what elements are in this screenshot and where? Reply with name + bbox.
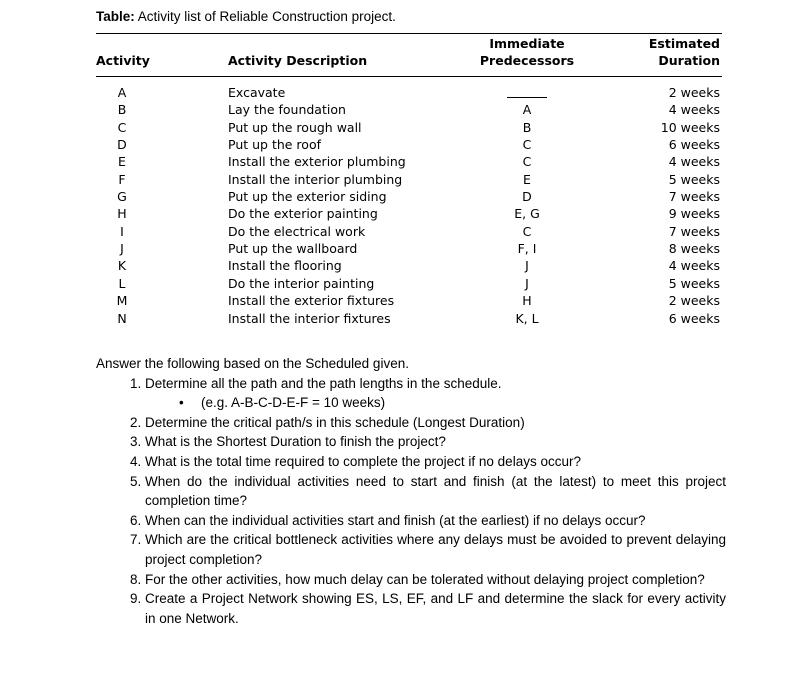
table-caption bbox=[96, 9, 396, 24]
question-6: 6. When can the individual activities start and finish (at the earliest) if no delays occur? bbox=[145, 511, 726, 531]
header-duration bbox=[640, 35, 720, 69]
activity-predecessors: H bbox=[522, 293, 532, 308]
question-8: 8. For the other activities, how much delay can be tolerated without delaying project completion? bbox=[145, 570, 726, 590]
question-1 bbox=[145, 374, 726, 413]
question-1-text: Determine all the path and the path lengths in the schedule. bbox=[145, 375, 502, 391]
activity-predecessors: K, L bbox=[515, 310, 539, 326]
activity-id: D bbox=[117, 137, 127, 152]
activity-predecessors: J bbox=[525, 275, 529, 291]
question-9: 9. Create a Project Network showing ES, LS, EF, and LF and determine the slack for every activity in one Network. bbox=[145, 589, 726, 628]
activity-id: F bbox=[118, 171, 126, 187]
activity-description: Install the interior fixtures bbox=[228, 310, 391, 326]
activity-id: A bbox=[117, 85, 127, 100]
question-7: 7. Which are the critical bottleneck activities where any delays must be avoided to prevent delaying project completion? bbox=[145, 530, 726, 569]
activity-duration: 4 weeks bbox=[668, 154, 720, 169]
activity-duration: 9 weeks bbox=[668, 206, 720, 221]
activity-id: J bbox=[120, 241, 124, 256]
activity-description: Lay the foundation bbox=[228, 102, 346, 117]
activity-duration: 6 weeks bbox=[668, 137, 720, 152]
question-1-example: • (e.g. A-B-C-D-E-F = 10 weeks) bbox=[201, 393, 726, 413]
activity-duration: 8 weeks bbox=[668, 241, 720, 256]
activity-id: B bbox=[117, 102, 127, 117]
question-5: 5. When do the individual activities need to start and finish (at the latest) to meet this project completion time? bbox=[145, 472, 726, 511]
header-duration-line2: Duration bbox=[658, 53, 720, 68]
header-description: Activity Description bbox=[228, 53, 368, 68]
activity-id: I bbox=[120, 223, 124, 239]
activity-description: Put up the wallboard bbox=[228, 241, 358, 256]
activity-description: Put up the exterior siding bbox=[228, 189, 387, 204]
activity-predecessors: C bbox=[522, 137, 532, 152]
activity-duration: 7 weeks bbox=[668, 189, 720, 204]
header-predecessors bbox=[470, 35, 584, 69]
activity-duration: 4 weeks bbox=[668, 102, 720, 117]
header-predecessors-line1: Immediate bbox=[489, 36, 565, 51]
questions-intro: Answer the following based on the Scheduled given. bbox=[96, 356, 409, 371]
activity-id: C bbox=[117, 119, 127, 135]
activity-predecessors: J bbox=[525, 258, 529, 273]
activity-description: Install the exterior plumbing bbox=[228, 154, 406, 169]
activity-predecessors bbox=[480, 84, 574, 101]
table-top-rule bbox=[96, 33, 722, 34]
activity-id: N bbox=[117, 310, 127, 326]
activity-predecessors: F, I bbox=[517, 241, 537, 256]
activity-description: Excavate bbox=[228, 85, 286, 100]
question-1-sublist bbox=[145, 393, 726, 413]
activity-description: Do the electrical work bbox=[228, 223, 366, 239]
caption-label: Table: bbox=[96, 9, 135, 24]
activity-duration: 2 weeks bbox=[668, 85, 720, 100]
activity-predecessors: E, G bbox=[514, 206, 540, 221]
activity-description: Install the exterior fixtures bbox=[228, 293, 395, 308]
activity-predecessors: C bbox=[522, 154, 532, 169]
activity-description: Do the interior painting bbox=[228, 275, 375, 291]
activity-id: H bbox=[117, 206, 127, 221]
table-header-rule bbox=[96, 76, 722, 77]
caption-text: Activity list of Reliable Construction project. bbox=[134, 9, 396, 24]
activity-id: G bbox=[117, 189, 127, 204]
header-duration-line1: Estimated bbox=[648, 36, 720, 51]
activity-duration: 7 weeks bbox=[668, 223, 720, 239]
activity-description: Install the flooring bbox=[228, 258, 342, 273]
question-list bbox=[96, 374, 726, 629]
activity-duration: 5 weeks bbox=[668, 275, 720, 291]
question-4: 4. What is the total time required to complete the project if no delays occur? bbox=[145, 452, 726, 472]
activity-description: Install the interior plumbing bbox=[228, 171, 403, 187]
activity-predecessors: C bbox=[522, 223, 532, 239]
activity-duration: 4 weeks bbox=[668, 258, 720, 273]
activity-id: K bbox=[117, 258, 127, 273]
questions-section bbox=[96, 354, 726, 628]
activity-duration: 10 weeks bbox=[660, 119, 720, 135]
activity-predecessors: A bbox=[522, 102, 532, 117]
header-activity: Activity bbox=[96, 53, 150, 68]
activity-duration: 2 weeks bbox=[668, 293, 720, 308]
activity-duration: 5 weeks bbox=[668, 171, 720, 187]
activity-description: Do the exterior painting bbox=[228, 206, 378, 221]
header-predecessors-line2: Predecessors bbox=[479, 53, 575, 68]
activity-id: M bbox=[116, 293, 128, 308]
question-3: 3. What is the Shortest Duration to finish the project? bbox=[145, 432, 726, 452]
activity-id: E bbox=[118, 154, 126, 169]
activity-predecessors: E bbox=[523, 171, 531, 187]
activity-description: Put up the roof bbox=[228, 137, 321, 152]
activity-predecessors: D bbox=[522, 189, 532, 204]
activity-duration: 6 weeks bbox=[668, 310, 720, 326]
question-2: 2. Determine the critical path/s in this schedule (Longest Duration) bbox=[145, 413, 726, 433]
activity-predecessors: B bbox=[522, 119, 532, 135]
activity-id: L bbox=[118, 275, 126, 291]
activity-description: Put up the rough wall bbox=[228, 119, 362, 135]
